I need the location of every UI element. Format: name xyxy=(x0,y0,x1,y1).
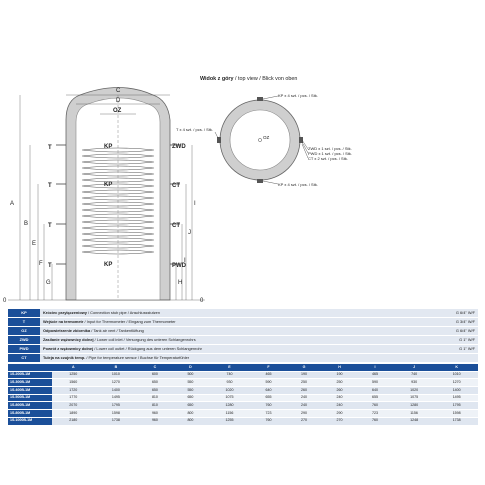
top-pwd-label: PWD x 1 szt. / pcs. / Stk. xyxy=(308,151,353,156)
dimension-cell: 1400 xyxy=(95,387,138,395)
dimension-cell: 640 xyxy=(357,387,393,395)
dimension-cell: 650 xyxy=(173,402,209,410)
dimension-cell: 240 xyxy=(322,394,358,402)
dimensions-header-cell: D xyxy=(173,364,209,371)
dimension-cell: 590 xyxy=(251,379,287,387)
dimension-cell: 1156 xyxy=(208,410,251,418)
dimension-cell: 810 xyxy=(137,394,173,402)
dimension-cell: 2180 xyxy=(52,417,95,425)
connection-thread: G 1" W/F xyxy=(402,345,478,354)
t-mid-label: T xyxy=(48,223,52,229)
connection-description: Odpowietrzenie zbiornika / Tank air vent / Tankentlüftung xyxy=(40,327,402,336)
dimension-cell: 240 xyxy=(322,402,358,410)
dimension-cell: 465 xyxy=(357,371,393,379)
dimension-cell: 1770 xyxy=(52,394,95,402)
dimension-cell: 1598 xyxy=(95,410,138,418)
dim-h-label: H xyxy=(178,280,183,286)
dimension-cell: 810 xyxy=(137,402,173,410)
dimensions-header-cell: J xyxy=(393,364,436,371)
dimension-cell: 1156 xyxy=(393,410,436,418)
dimension-cell: 550 xyxy=(173,387,209,395)
connection-row xyxy=(8,354,478,363)
dimension-cell: 760 xyxy=(251,402,287,410)
connection-thread: G 6/4" W/F xyxy=(402,309,478,318)
connection-code: OZ xyxy=(8,327,40,336)
top-zwd-label: ZWD x 1 szt. / pcs. / Stk. xyxy=(308,146,352,151)
dim-a-label: A xyxy=(10,201,15,207)
dimension-cell: 1010 xyxy=(435,371,478,379)
dimension-cell: 760 xyxy=(357,417,393,425)
dimensions-table xyxy=(8,364,478,426)
model-cell: 1S.500B-1M xyxy=(8,394,52,402)
dimension-cell: 500 xyxy=(173,371,209,379)
dim-e-label: E xyxy=(32,241,37,247)
dimension-cell: 190 xyxy=(286,371,322,379)
dim-k-label: I xyxy=(194,201,196,207)
dimensions-header-cell: B xyxy=(95,364,138,371)
connection-thread: G 6/4" W/F xyxy=(402,327,478,336)
dimensions-header-cell: E xyxy=(208,364,251,371)
dimension-cell: 250 xyxy=(322,379,358,387)
connection-code: PWD xyxy=(8,345,40,354)
dimension-cell: 2070 xyxy=(52,402,95,410)
model-cell: 1S.300B-1M xyxy=(8,379,52,387)
dimension-cell: 1020 xyxy=(393,387,436,395)
model-cell: 1S.800B-1M xyxy=(8,410,52,418)
top-t-label: T x 4 szt. / pcs. / Stk. xyxy=(176,127,214,132)
dimension-cell: 723 xyxy=(357,410,393,418)
dimensions-row xyxy=(8,371,478,379)
dimension-cell: 1795 xyxy=(95,402,138,410)
dimension-cell: 1738 xyxy=(435,417,478,425)
top-oz-label: OZ xyxy=(263,135,270,140)
dimension-cell: 1010 xyxy=(95,371,138,379)
dimension-cell: 270 xyxy=(286,417,322,425)
dimension-cell: 930 xyxy=(393,379,436,387)
top-ct-label: CT x 2 szt. / pcs. / Stk. xyxy=(308,156,348,161)
model-cell: 1S.800B-1M xyxy=(8,402,52,410)
dim-f-label: F xyxy=(39,261,43,267)
dimension-cell: 740 xyxy=(393,371,436,379)
dimension-cell: 655 xyxy=(251,394,287,402)
dimension-cell: 1255 xyxy=(208,417,251,425)
dimension-cell: 960 xyxy=(137,417,173,425)
dim-d-label: D xyxy=(116,98,121,104)
dimension-cell: 600 xyxy=(137,371,173,379)
model-cell: 1S.200B-1M xyxy=(8,371,52,379)
dimensions-header-cell xyxy=(8,364,52,371)
dimension-cell: 1020 xyxy=(208,387,251,395)
dim-g-label: G xyxy=(46,280,51,286)
dimensions-row xyxy=(8,410,478,418)
dimension-cell: 960 xyxy=(137,410,173,418)
dimension-cell: 1075 xyxy=(208,394,251,402)
connection-description: Tuleja na czujnik temp. / Pipe for temperature sensor / Buchse für Temperaturfühler xyxy=(40,354,402,363)
connections-table xyxy=(8,309,478,363)
dimension-cell: 590 xyxy=(357,379,393,387)
dimension-cell: 270 xyxy=(322,417,358,425)
dimensions-header-cell: I xyxy=(357,364,393,371)
connection-description: Zasilanie wężownicy dolnej / Lower coil inlet / Versorgung des unteren Schlangenrohrs xyxy=(40,336,402,345)
dimensions-header-row xyxy=(8,364,478,371)
kp-top-label: KP xyxy=(104,144,113,150)
dimension-cell: 1400 xyxy=(435,387,478,395)
dimensions-header-cell: A xyxy=(52,364,95,371)
dimension-cell: 550 xyxy=(173,379,209,387)
dimension-cell: 240 xyxy=(286,394,322,402)
dimensions-header-cell: K xyxy=(435,364,478,371)
dimension-cell: 650 xyxy=(137,379,173,387)
dimensions-header-cell: F xyxy=(251,364,287,371)
ct-label: CT xyxy=(172,183,180,189)
connection-thread xyxy=(402,354,478,363)
dimensions-row xyxy=(8,417,478,425)
dimension-cell: 1270 xyxy=(435,379,478,387)
dimension-cell: 1250 xyxy=(52,371,95,379)
dimension-cell: 1495 xyxy=(435,394,478,402)
top-view-title: Widok z góry / top view / Blick von oben xyxy=(200,76,298,82)
connection-row xyxy=(8,336,478,345)
zero-right-label: 0 xyxy=(200,298,204,304)
dimension-cell: 260 xyxy=(286,387,322,395)
dimension-cell: 250 xyxy=(286,379,322,387)
kp-mid-label: KP xyxy=(104,182,113,188)
top-kp-bottom-label: KP x 4 szt. / pcs. / Stk. xyxy=(278,182,318,187)
dimension-cell: 1795 xyxy=(435,402,478,410)
dim-i-label: I xyxy=(184,258,186,264)
connection-description: Powrót z wężownicy dolnej / Lower coil outlet / Rückgang aus dem unteren Schlangenrohr xyxy=(40,345,402,354)
connection-row xyxy=(8,327,478,336)
connection-code: T xyxy=(8,318,40,327)
dimension-cell: 760 xyxy=(251,417,287,425)
connection-thread: G 3/4" W/F xyxy=(402,318,478,327)
kp-bot-label: KP xyxy=(104,262,113,268)
dimension-cell: 760 xyxy=(357,402,393,410)
t-left-label: T xyxy=(48,145,52,151)
connection-row xyxy=(8,318,478,327)
t-low-label: T xyxy=(48,263,52,269)
connection-description: Króciec przyłączeniowy / Connection stub pipe / Anschlussstutzen xyxy=(40,309,402,318)
t-upper-label: T xyxy=(48,183,52,189)
dimension-cell: 290 xyxy=(322,410,358,418)
dimensions-header-cell: H xyxy=(322,364,358,371)
connection-row xyxy=(8,345,478,354)
dimensions-row xyxy=(8,394,478,402)
dimension-cell: 1495 xyxy=(95,394,138,402)
oz-label-side: OZ xyxy=(113,108,122,114)
connection-code: ZWD xyxy=(8,336,40,345)
dimension-cell: 650 xyxy=(137,387,173,395)
dimension-cell: 1075 xyxy=(393,394,436,402)
dimensions-row xyxy=(8,402,478,410)
dimension-cell: 723 xyxy=(251,410,287,418)
top-kp-label: KP x 4 szt. / pcs. / Stk. xyxy=(278,93,318,98)
connection-code: CT xyxy=(8,354,40,363)
dimension-cell: 1738 xyxy=(95,417,138,425)
dimension-cell: 465 xyxy=(251,371,287,379)
zero-left-label: 0 xyxy=(3,298,7,304)
dimensions-header-cell: G xyxy=(286,364,322,371)
dimension-cell: 1280 xyxy=(393,402,436,410)
dim-b-label: B xyxy=(24,221,29,227)
dimension-cell: 640 xyxy=(251,387,287,395)
pwd-label: PWD xyxy=(172,263,186,269)
model-cell: 1S.400B-1M xyxy=(8,387,52,395)
connection-code: KP xyxy=(8,309,40,318)
dimension-cell: 240 xyxy=(286,402,322,410)
dimension-cell: 1720 xyxy=(52,387,95,395)
dimension-cell: 930 xyxy=(208,379,251,387)
dimension-cell: 190 xyxy=(322,371,358,379)
dimension-cell: 1890 xyxy=(52,410,95,418)
dimension-cell: 1280 xyxy=(208,402,251,410)
dimension-cell: 740 xyxy=(208,371,251,379)
dimension-cell: 1248 xyxy=(393,417,436,425)
dimensions-header-cell: C xyxy=(137,364,173,371)
dim-c-label: C xyxy=(116,88,121,94)
dimension-cell: 650 xyxy=(173,394,209,402)
dimension-cell: 1598 xyxy=(435,410,478,418)
connection-thread: G 1" W/F xyxy=(402,336,478,345)
dim-j-label: J xyxy=(188,230,191,236)
zwd-label: ZWD xyxy=(172,144,186,150)
dimension-cell: 260 xyxy=(322,387,358,395)
dimensions-row xyxy=(8,379,478,387)
connection-description: Wejście na termometr / Input for Thermometer / Eingang zum Thermometer xyxy=(40,318,402,327)
dimension-cell: 1560 xyxy=(52,379,95,387)
dimension-cell: 655 xyxy=(357,394,393,402)
top-view-drawing xyxy=(176,70,485,200)
dimension-cell: 800 xyxy=(173,417,209,425)
dimension-cell: 290 xyxy=(286,410,322,418)
dimensions-row xyxy=(8,387,478,395)
connection-row xyxy=(8,309,478,318)
dimension-cell: 800 xyxy=(173,410,209,418)
ct-label-2: CT xyxy=(172,223,180,229)
model-cell: 1S.1000B-1M xyxy=(8,417,52,425)
dimension-cell: 1270 xyxy=(95,379,138,387)
